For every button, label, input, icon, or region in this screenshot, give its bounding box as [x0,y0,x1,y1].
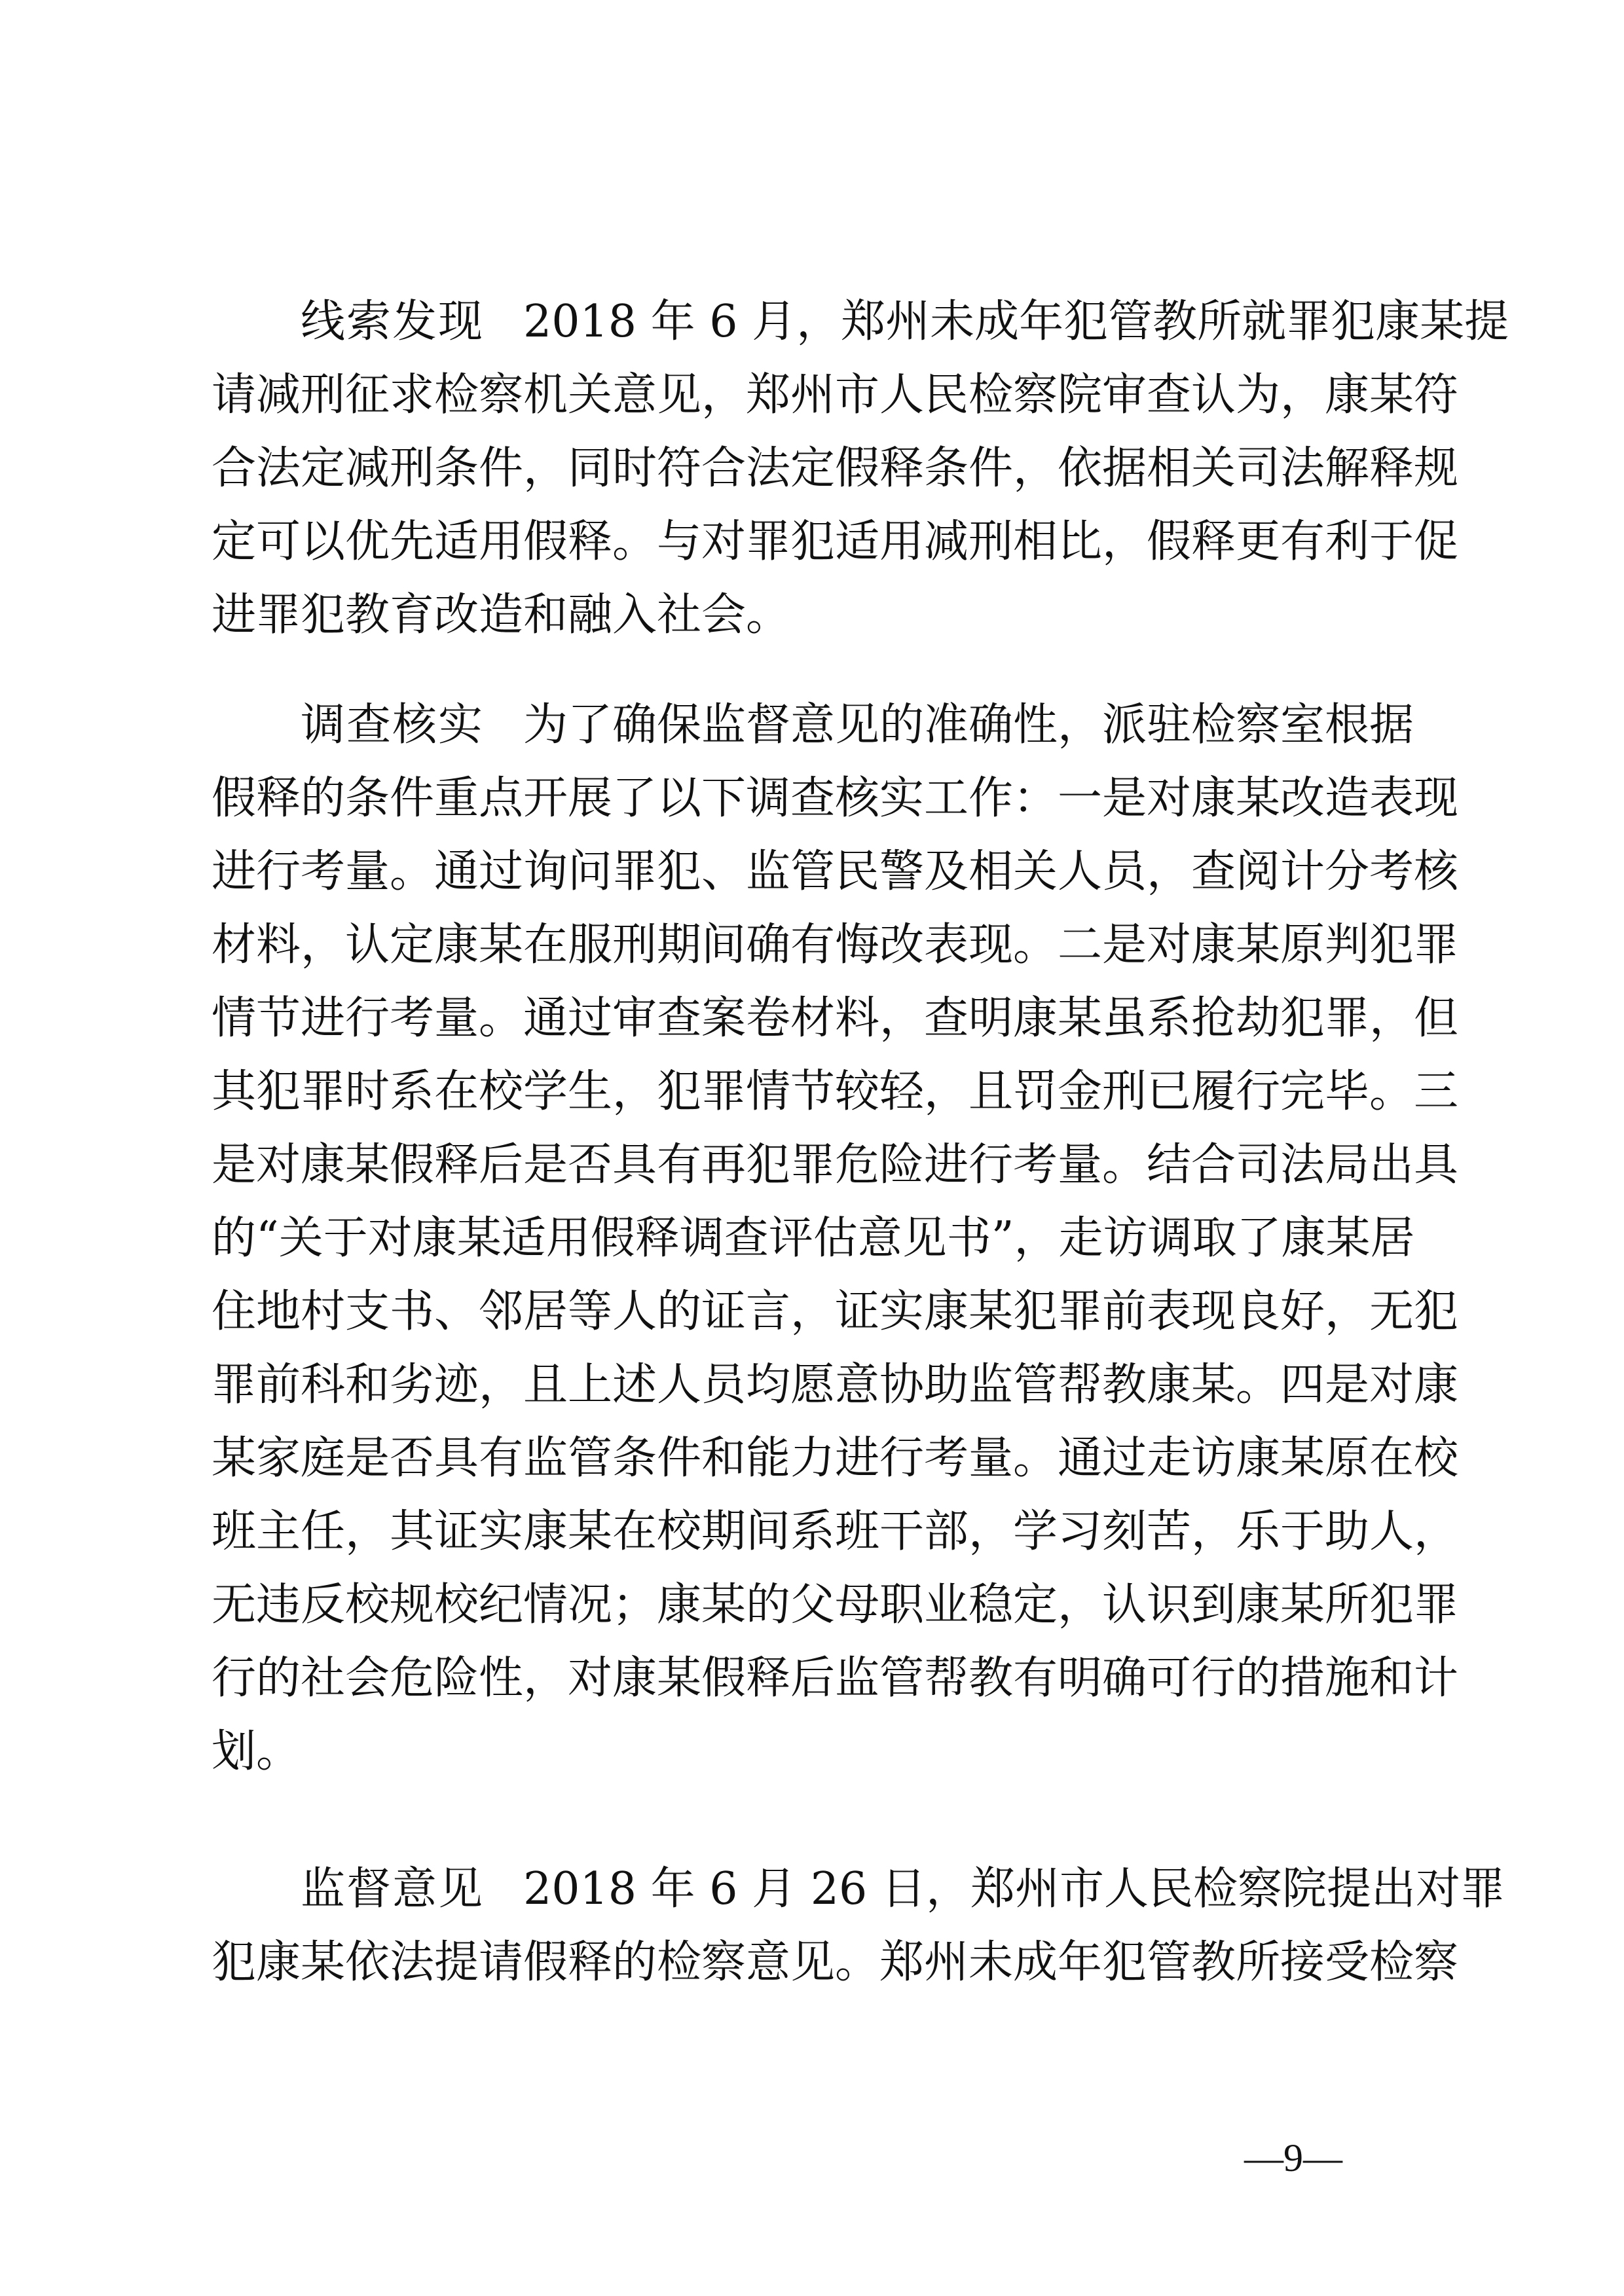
text-line: 某家庭是否具有监管条件和能力进行考量。通过走访康某原在校 [212,1432,1459,1484]
section-heading: 调查核实 [301,699,485,751]
text-line: 材料，认定康某在服刑期间确有悔改表现。二是对康某原判犯罪 [212,919,1459,971]
paragraph-clue-discovery [212,285,1509,652]
text-line: 犯康某依法提请假释的检察意见。郑州未成年犯管教所接受检察 [212,1937,1459,1988]
text-line: 情节进行考量。通过审查案卷材料，查明康某虽系抢劫犯罪，但 [212,993,1459,1044]
text-line: 班主任，其证实康某在校期间系班干部，学习刻苦，乐于助人， [212,1506,1459,1558]
page-number: —9— [1244,2136,1342,2179]
text-line: 无违反校规校纪情况；康某的父母职业稳定，认识到康某所犯罪 [212,1579,1459,1631]
text-line: 是对康某假释后是否具有再犯罪危险进行考量。结合司法局出具 [212,1139,1459,1191]
text-line: 定可以优先适用假释。与对罪犯适用减刑相比，假释更有利于促 [212,516,1459,568]
text-line: 划。 [212,1726,301,1777]
text-line: 其犯罪时系在校学生，犯罪情节较轻，且罚金刑已履行完毕。三 [212,1066,1459,1118]
text-line: 行的社会危险性，对康某假释后监管帮教有明确可行的措施和计 [212,1652,1459,1704]
section-heading: 监督意见 [301,1863,485,1915]
text-line: 请减刑征求检察机关意见，郑州市人民检察院审查认为，康某符 [212,369,1459,421]
text-line: 监督意见 2018 年 6 月 26 日，郑州市人民检察院提出对罪 [301,1863,1505,1915]
text-line: 罪前科和劣迹，且上述人员均愿意协助监管帮教康某。四是对康 [212,1359,1459,1411]
text-line: 线索发现 2018 年 6 月，郑州未成年犯管教所就罪犯康某提 [301,296,1509,348]
paragraph-investigation [212,689,1459,1789]
text-line: 进罪犯教育改造和融入社会。 [212,589,791,641]
text-line: 的“关于对康某适用假释调查评估意见书”，走访调取了康某居 [212,1212,1415,1264]
text-line: 假释的条件重点开展了以下调查核实工作：一是对康某改造表现 [212,773,1459,824]
text-line: 进行考量。通过询问罪犯、监管民警及相关人员，查阅计分考核 [212,846,1459,898]
paragraph-supervision-opinion [212,1853,1505,1999]
text-line: 调查核实 为了确保监督意见的准确性，派驻检察室根据 [301,699,1414,751]
text-line: 住地村支书、邻居等人的证言，证实康某犯罪前表现良好，无犯 [212,1286,1459,1338]
text-line: 合法定减刑条件，同时符合法定假释条件，依据相关司法解释规 [212,443,1459,494]
section-heading: 线索发现 [301,296,485,348]
